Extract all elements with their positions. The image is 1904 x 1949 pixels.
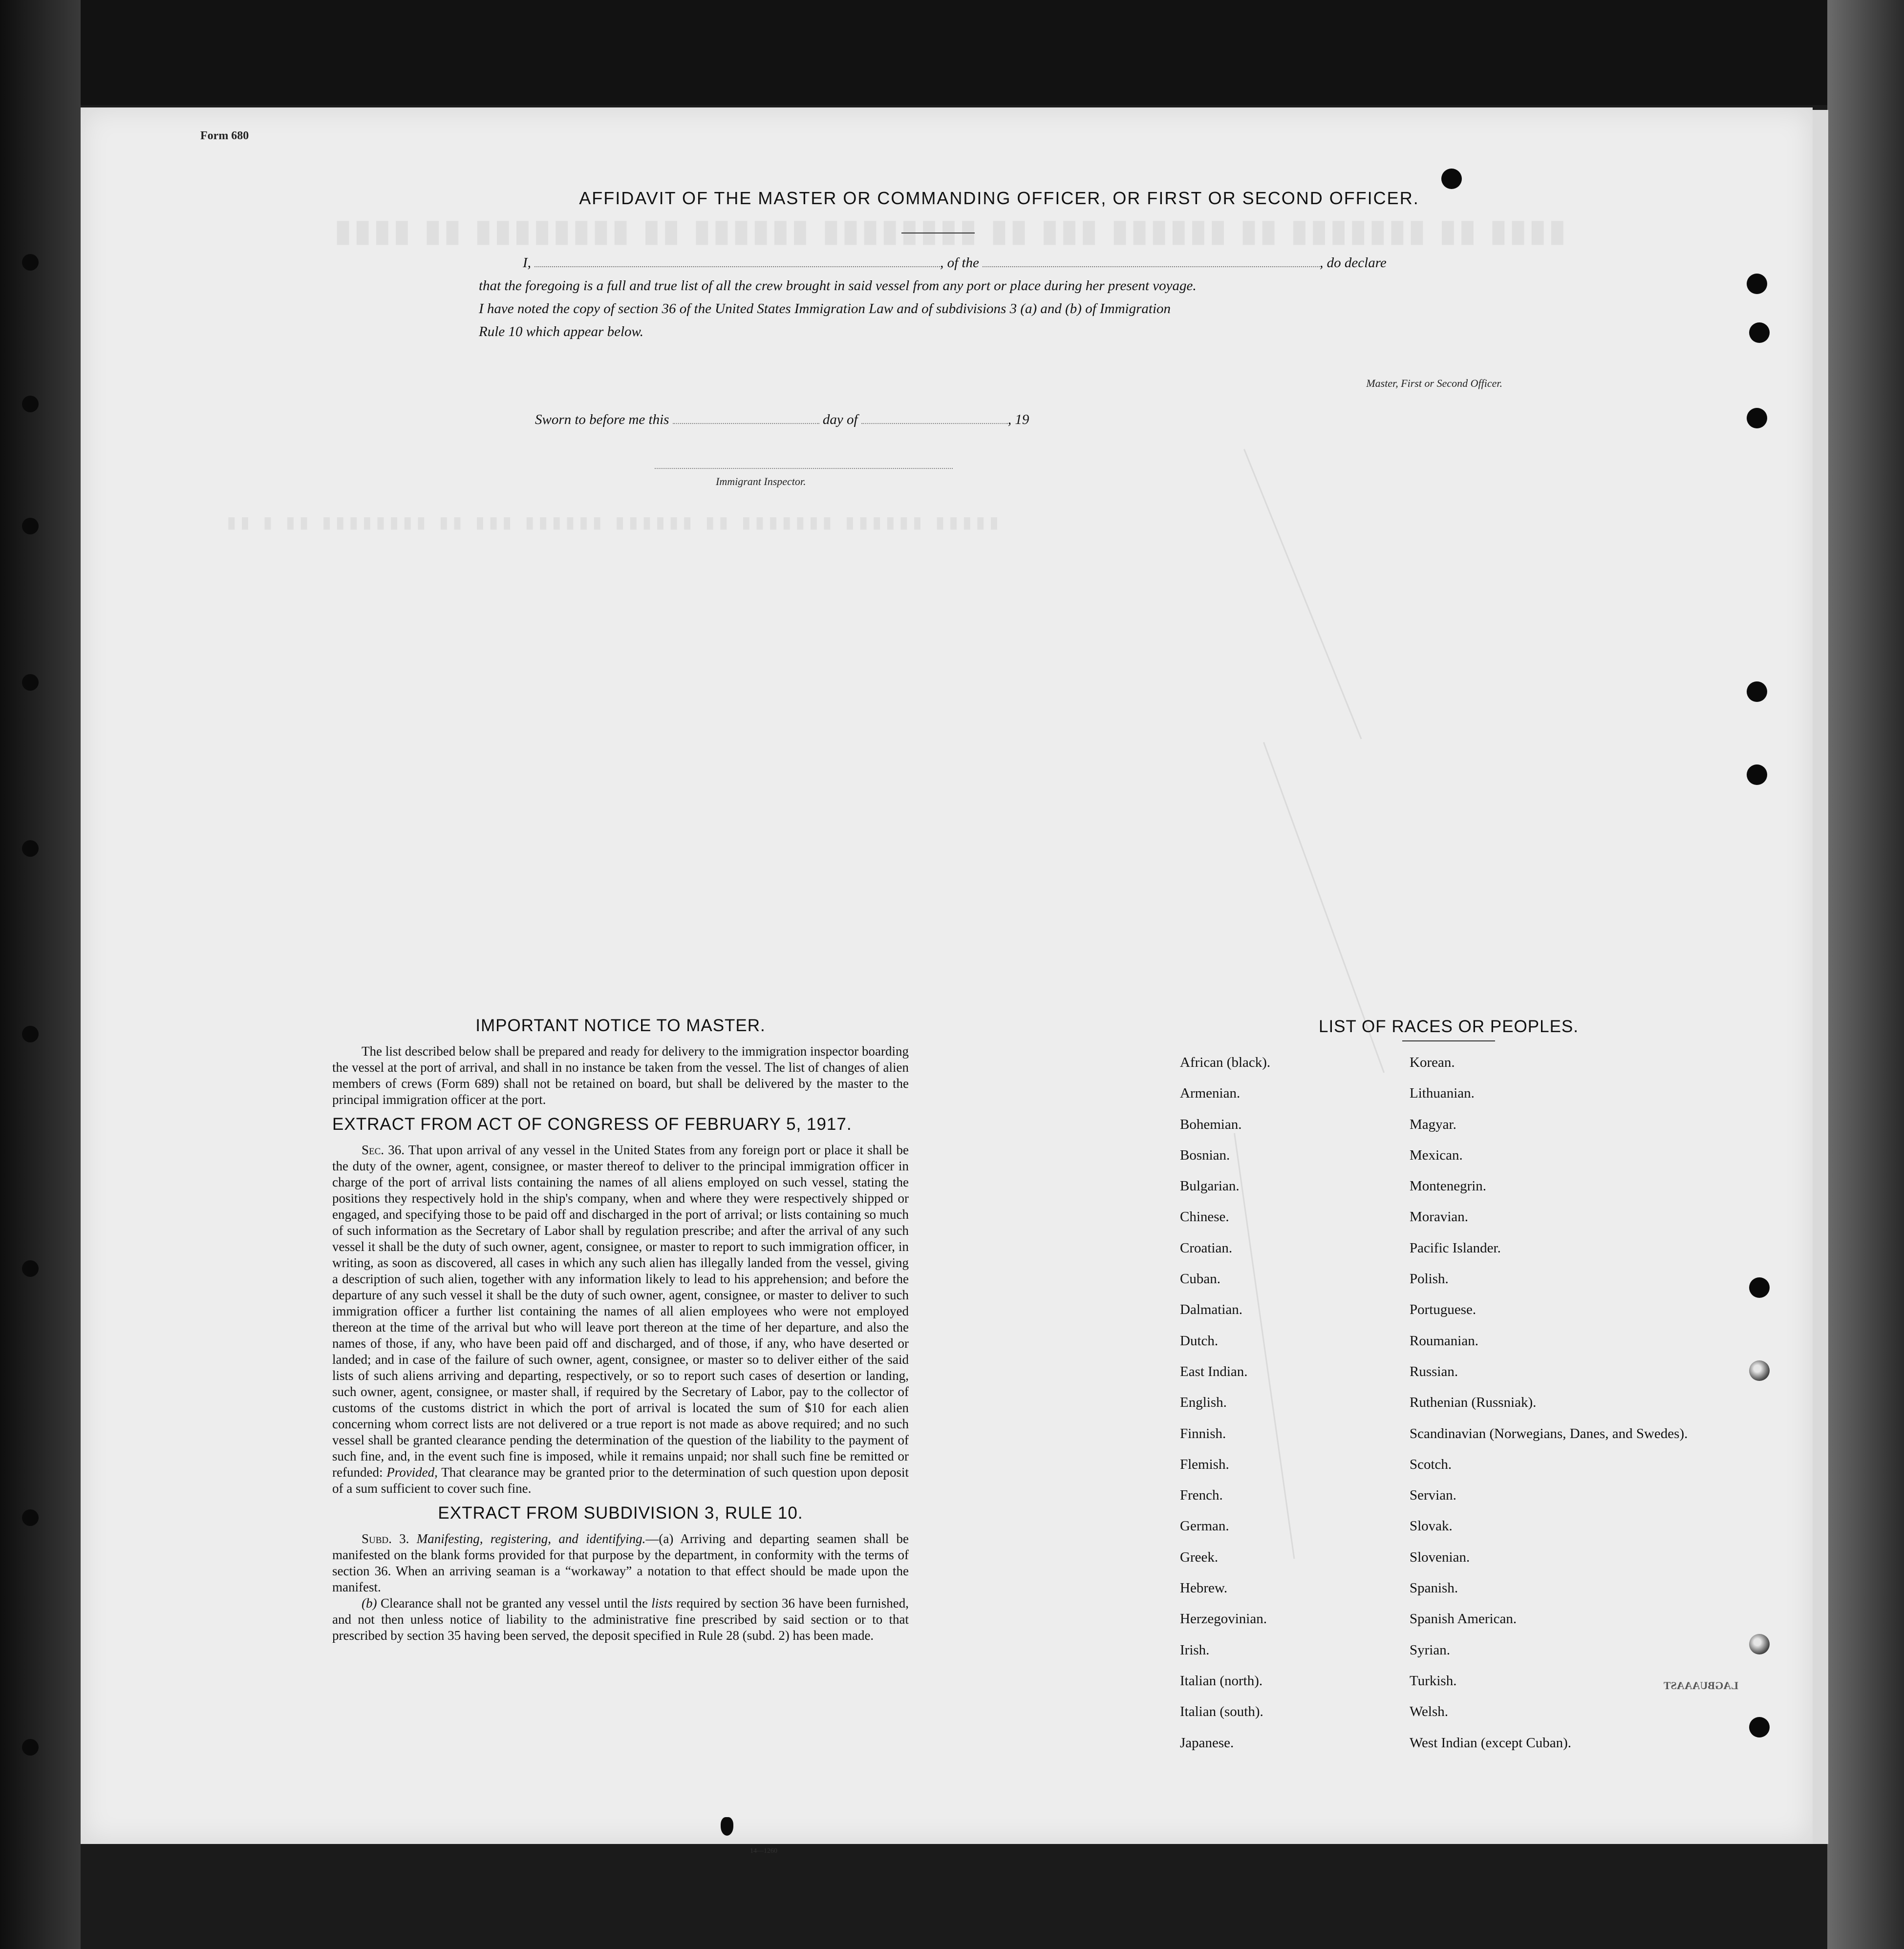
section-36-body: That upon arrival of any vessel in the United States from any foreign port or place it shall be the duty of the owner, agent, consignee, or master thereof to deliver to the principal immigration officer in charge of the port of arrival lists containing the names of all aliens employed on such vessel, stating the positions they respectively hold in the ship's company, when and where they were respectively shipped or engaged, and specifying those to be paid off and discharged in the port of arrival; or lists containing so much of such information as the Secretary of Labor shall by regulation prescribe; and after the arrival of any such vessel it shall be the duty of such owner, agent, consignee, or master to report to such immigration officer, in writing, as soon as discovered, all cases in which any such alien has illegally landed from the vessel, giving a description of such alien, together with any information likely to lead to his apprehension; and before the departure of any such vessel it shall be the duty of such owner, agent, consignee, or master to deliver to such immigration officer a further list containing the names of all alien employees who were not employed thereon at the time of the arrival but who will leave port thereon at the time of her departure, and also the names of those, if any, who have been paid off and discharged, and of those, if any, who have deserted or landed; and in case of the failure of such owner, agent, consignee, or master so to deliver either of the said lists of such aliens arriving and departing, respectively, or so to report such cases of desertion or landing, such owner, agent, consignee, or master shall, if required by the Secretary of Labor, pay to the collector of customs of the customs district in which the port of arrival is located the sum of $10 for each alien concerning whom correct lists are not delivered or a true report is not made as above required; and no such vessel shall be granted clearance pending the determination of the question of the liability to the payment of such fine, and, in the event such fine is imposed, while it remains unpaid; nor shall such fine be remitted or refunded:	[332, 1143, 909, 1480]
race-item: German.	[1180, 1518, 1229, 1534]
race-item: Bohemian.	[1180, 1116, 1242, 1132]
race-item: Scandinavian (Norwegians, Danes, and Swedes).	[1410, 1425, 1688, 1441]
bleed-through: ▮▮ ▮ ▮▮ ▮▮▮▮▮▮▮▮ ▮▮ ▮▮▮ ▮▮▮▮▮▮ ▮▮▮▮▮▮ ▮▮ ▮▮▮▮▮▮▮ ▮▮▮▮▮▮ ▮▮▮▮▮	[227, 513, 1004, 531]
race-item: Ruthenian (Russniak).	[1410, 1395, 1537, 1411]
race-item: Spanish.	[1410, 1580, 1458, 1596]
race-item: Russian.	[1410, 1363, 1458, 1379]
binding-hole-icon	[22, 518, 39, 534]
declaration-i: I,	[523, 255, 531, 271]
race-item: Flemish.	[1180, 1456, 1229, 1472]
legal-notice-column	[332, 1016, 909, 1644]
punch-hole-icon	[1749, 1277, 1770, 1298]
notice-text: The list described below shall be prepared and ready for delivery to the immigration inspector boarding the vessel at the port of arrival, and shall in no instance be taken from the vessel. The list of changes of alien members of crews (Form 689) shall not be retained on board, but shall be delivered by the master to the principal immigration officer at the port.	[332, 1044, 909, 1107]
punch-hole-icon	[1441, 169, 1462, 189]
race-item: African (black).	[1180, 1055, 1271, 1070]
race-item: Lithuanian.	[1410, 1085, 1475, 1102]
races-list-right	[1410, 1055, 1703, 1766]
race-item: Polish.	[1410, 1271, 1449, 1287]
print-code: 14—1260	[750, 1847, 777, 1855]
races-divider	[1402, 1040, 1495, 1041]
para-b-post: required by section 36 have been furnished, and not then unless notice of liability to the administrative fine prescribed by said section or to that prescribed by section 35 having been served, the deposit specified in Rule 28 (subd. 2) has been made.	[332, 1596, 909, 1643]
race-item: East Indian.	[1180, 1363, 1248, 1379]
bleed-through: ▮▮▮▮ ▮▮ ▮▮▮▮▮▮▮▮ ▮▮ ▮▮▮▮▮▮ ▮▮▮▮▮▮▮▮ ▮▮ ▮▮▮ ▮▮▮▮▮▮ ▮▮ ▮▮▮▮▮▮▮ ▮▮ ▮▮▮▮	[335, 214, 1569, 248]
affidavit-declaration	[479, 252, 1519, 343]
sworn-year: , 19	[1007, 412, 1029, 427]
binding-hole-icon	[22, 674, 39, 691]
scan-border-right	[1827, 0, 1904, 1949]
punch-hole-icon	[1749, 322, 1770, 343]
race-item: Slovak.	[1410, 1518, 1453, 1534]
vessel-blank[interactable]	[983, 254, 1320, 267]
race-item: Japanese.	[1180, 1735, 1234, 1751]
race-item: Cuban.	[1180, 1271, 1220, 1287]
sworn-day-blank[interactable]	[673, 411, 819, 424]
notice-body	[332, 1043, 909, 1108]
race-item: Dalmatian.	[1180, 1302, 1243, 1318]
document-page	[81, 107, 1813, 1844]
punch-hole-icon	[1747, 681, 1767, 702]
race-item: Magyar.	[1410, 1116, 1456, 1132]
sworn-month-blank[interactable]	[861, 411, 1008, 424]
subd-label: Subd. 3.	[362, 1531, 409, 1546]
notice-heading: IMPORTANT NOTICE TO MASTER.	[475, 1016, 766, 1035]
race-item: Irish.	[1180, 1642, 1210, 1658]
race-item: Portuguese.	[1410, 1302, 1476, 1318]
name-blank[interactable]	[535, 254, 940, 267]
race-item: Roumanian.	[1410, 1333, 1478, 1349]
race-item: Spanish American.	[1410, 1611, 1517, 1627]
race-item: Montenegrin.	[1410, 1178, 1487, 1194]
race-item: Hebrew.	[1180, 1580, 1228, 1596]
punch-hole-icon	[1749, 1634, 1770, 1654]
pencil-mark	[1243, 449, 1362, 740]
binding-hole-icon	[22, 396, 39, 412]
binding-hole-icon	[22, 1260, 39, 1277]
declaration-line-4: Rule 10 which appear below.	[479, 324, 643, 339]
sworn-prefix: Sworn to before me this	[535, 412, 669, 427]
race-item: Bosnian.	[1180, 1147, 1230, 1163]
provided-word: Provided,	[386, 1465, 438, 1480]
race-item: Syrian.	[1410, 1642, 1450, 1658]
paper-clip-icon	[721, 1817, 733, 1836]
race-item: Welsh.	[1410, 1704, 1449, 1720]
declaration-line-3: I have noted the copy of section 36 of the United States Immigration Law and of subdivisions 3 (a) and (b) of Immigration	[479, 301, 1171, 317]
races-list-column	[1180, 1017, 1717, 1766]
race-item: Servian.	[1410, 1487, 1456, 1504]
race-item: Herzegovinian.	[1180, 1611, 1267, 1627]
race-item: Greek.	[1180, 1549, 1219, 1565]
affidavit-title: AFFIDAVIT OF THE MASTER OR COMMANDING OFFICER, OR FIRST OR SECOND OFFICER.	[579, 188, 1419, 208]
extract-rule-heading: EXTRACT FROM SUBDIVISION 3, RULE 10.	[438, 1504, 803, 1523]
race-item: West Indian (except Cuban).	[1410, 1735, 1572, 1751]
binding-hole-icon	[22, 254, 39, 271]
binding-hole-icon	[22, 1509, 39, 1526]
race-item: Chinese.	[1180, 1209, 1229, 1225]
races-grid	[1180, 1055, 1717, 1766]
scan-border-left	[0, 0, 81, 1949]
race-item: Moravian.	[1410, 1209, 1468, 1225]
master-signature-label: Master, First or Second Officer.	[1366, 377, 1502, 389]
form-number: Form 680	[200, 129, 249, 142]
race-item: Armenian.	[1180, 1085, 1241, 1102]
binding-hole-icon	[22, 1739, 39, 1756]
inspector-label: Immigrant Inspector.	[716, 475, 806, 487]
race-item: Italian (north).	[1180, 1673, 1263, 1689]
declaration-line-1	[479, 252, 1519, 275]
section-36-end: That clearance may be granted prior to the determination of such question upon deposit of a sum sufficient to cover such fine.	[332, 1465, 909, 1496]
binding-hole-icon	[22, 840, 39, 857]
inspector-signature-line[interactable]	[655, 468, 953, 469]
section-label: Sec. 36.	[362, 1143, 405, 1157]
race-item: Turkish.	[1410, 1673, 1457, 1689]
para-b-lists: lists	[651, 1596, 673, 1610]
para-b-label: (b)	[362, 1596, 377, 1610]
race-item: Dutch.	[1180, 1333, 1219, 1349]
race-item: Bulgarian.	[1180, 1178, 1240, 1194]
binding-hole-icon	[22, 1026, 39, 1042]
reversed-stamp: LAGBUAAAST	[1664, 1679, 1738, 1692]
sworn-day-label: day of	[822, 412, 858, 427]
scan-border-top	[0, 0, 1904, 105]
declaration-line-2: that the foregoing is a full and true list of all the crew brought in said vessel from any port or place during her present voyage.	[479, 278, 1197, 294]
race-item: Finnish.	[1180, 1425, 1226, 1441]
race-item: English.	[1180, 1395, 1227, 1411]
races-list-left	[1180, 1055, 1410, 1766]
punch-hole-icon	[1747, 764, 1767, 785]
race-item: Pacific Islander.	[1410, 1240, 1501, 1256]
race-item: Slovenian.	[1410, 1549, 1470, 1565]
race-item: Italian (south).	[1180, 1704, 1263, 1720]
punch-hole-icon	[1749, 1717, 1770, 1737]
punch-hole-icon	[1747, 274, 1767, 294]
declaration-of-the: , of the	[940, 255, 979, 271]
race-item: Korean.	[1410, 1055, 1455, 1070]
race-item: French.	[1180, 1487, 1223, 1504]
subd-title: Manifesting, registering, and identifying.	[416, 1531, 646, 1546]
section-36-text	[332, 1142, 909, 1497]
punch-hole-icon	[1747, 408, 1767, 428]
punch-hole-icon	[1749, 1360, 1770, 1381]
subd-para-a: —(a) Arriving and departing seamen shall be manifested on the blank forms provided for that purpose by the department, in conformity with the terms of section 36. When an arriving seaman is a “workaway” a notation to that effect should be made upon the manifest.	[332, 1531, 909, 1594]
extract-act-heading: EXTRACT FROM ACT OF CONGRESS OF FEBRUARY 5, 1917.	[332, 1115, 852, 1134]
para-b-pre: Clearance shall not be granted any vessel until the	[380, 1596, 648, 1610]
subdivision-b-text	[332, 1595, 909, 1644]
race-item: Mexican.	[1410, 1147, 1463, 1163]
race-item: Scotch.	[1410, 1456, 1452, 1472]
races-heading: LIST OF RACES OR PEOPLES.	[1318, 1017, 1579, 1036]
race-item: Croatian.	[1180, 1240, 1233, 1256]
declaration-declare: , do declare	[1320, 255, 1387, 271]
subdivision-a-text	[332, 1531, 909, 1595]
sworn-line	[535, 411, 1029, 428]
